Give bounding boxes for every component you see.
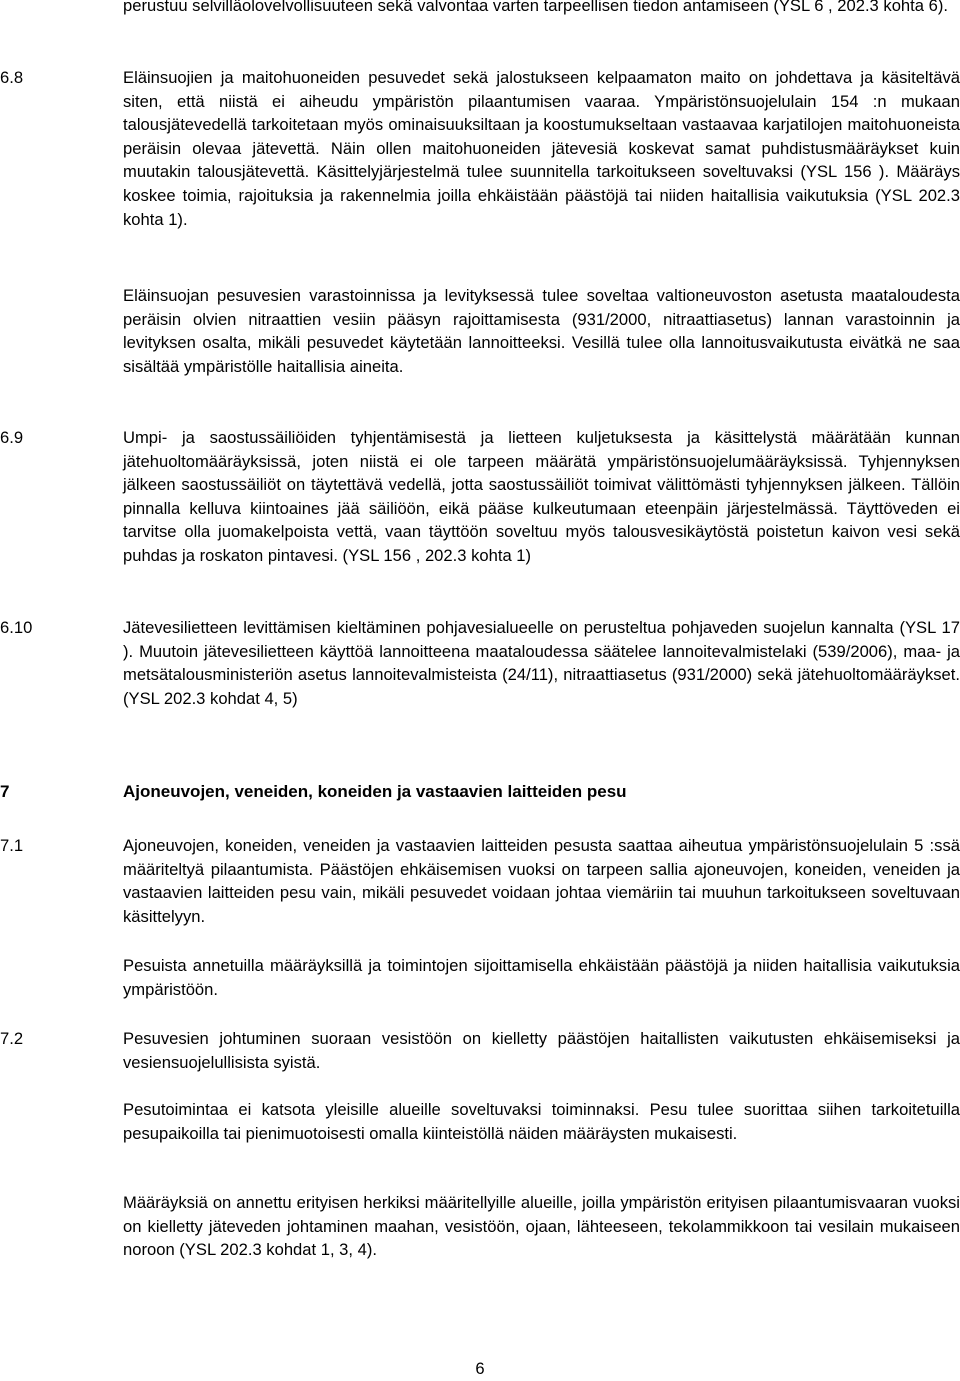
section-7-2: [0, 1027, 960, 1074]
section-number: 7.1: [0, 836, 24, 855]
paragraph-washing-sites: [0, 1098, 960, 1145]
section-6-9: [0, 426, 960, 568]
paragraph-continuation: [0, 0, 960, 18]
paragraph-text: perustuu selvilläolovelvollisuuteen sekä valvontaa varten tarpeellisen tiedon antamiseen (YSL 6 , 202.3 kohta 6).: [123, 0, 948, 15]
paragraph-text: Pesuista annetuilla määräyksillä ja toimintojen sijoittamisella ehkäistään päästöjä ja niiden haitallisia vaikutuksia ympäristöön.: [123, 956, 960, 999]
section-6-10: [0, 616, 960, 710]
page-number: 6: [475, 1359, 485, 1378]
paragraph-text: Umpi- ja saostussäiliöiden tyhjentämisestä ja lietteen kuljetuksesta ja käsittelystä määrätään kunnan jätehuoltomääräyksissä, joten niistä ei ole tarpeen määrätä ympäristönsuojelumääräyksissä. Tyhjennyksen jälkeen saostussäiliöt on täytettävä vedellä, jotta saostussäiliöt toimivat välittömästi tyhjennyksen jälkeen. Tällöin pinnalla kelluva kiintoaines jää säiliöön, eikä pääse kulkeutumaan eteenpäin järjestelmässä. Täyttöveden ei tarvitse olla juomakelpoista vettä, vaan täyttöön soveltuu myös talousvesikäytöstä poistetun kaivon vesi sekä puhdas ja roskaton pintavesi. (YSL 156 , 202.3 kohta 1): [123, 428, 960, 565]
section-6-8: [0, 66, 960, 231]
paragraph-text: Ajoneuvojen, koneiden, veneiden ja vastaavien laitteiden pesusta saattaa aiheutua ympäristönsuojelulain 5 :ssä määriteltyä pilaantumista. Päästöjen ehkäisemisen vuoksi on tarpeen sallia ajoneuvojen, koneiden, veneiden ja vastaavien laitteiden pesu vain, mikäli pesuvedet voidaan johtaa viemäriin tai muuhun tarkoitukseen soveltuvaan käsittelyyn.: [123, 836, 960, 926]
paragraph-text: Pesuvesien johtuminen suoraan vesistöön on kielletty päästöjen haitallisten vaikutusten ehkäisemiseksi ja vesiensuojelullisista syistä.: [123, 1029, 960, 1072]
section-number: 6.10: [0, 618, 33, 637]
paragraph-nitrate: [0, 284, 960, 378]
paragraph-text: Määräyksiä on annettu erityisen herkiksi määritellyille alueille, joilla ympäristön erityisen pilaantumisvaaran vuoksi on kielletty jäteveden johtaminen maahan, vesistöön, ojaan, lähteeseen, tekolammikkoon tai vesilain mukaiseen noroon (YSL 202.3 kohdat 1, 3, 4).: [123, 1193, 960, 1260]
section-number: 7.2: [0, 1029, 24, 1048]
section-7-1: [0, 834, 960, 928]
paragraph-text: Eläinsuojien ja maitohuoneiden pesuvedet sekä jalostukseen kelpaamaton maito on johdettava ja käsiteltävä siten, että niistä ei aiheudu ympäristön pilaantumisen vaaraa. Ympäristönsuojelulain 154 :n mukaan talousjätevedellä tarkoitetaan myös ominaisuuksiltaan ja koostumukseltaan vastaavaa karjatilojen maitohuoneista peräisin olevaa jätevettä. Näin ollen maitohuoneiden jätevesiä koskevat samat puhdistusmääräykset kuin muutakin talousjätevettä. Käsittelyjärjestelmä tulee suunnitella tarkoitukseen soveltuvaksi (YSL 156 ). Määräys koskee toimia, rajoituksia ja rakennelmia joilla ehkäistään päästöjä tai niiden haitallisia vaikutuksia (YSL 202.3 kohta 1).: [123, 68, 960, 229]
section-number: 6.8: [0, 68, 24, 87]
paragraph-text: Eläinsuojan pesuvesien varastoinnissa ja levityksessä tulee soveltaa valtioneuvoston asetusta maataloudesta peräisin olvien nitraattien vesiin pääsyn rajoittamisesta (931/2000, nitraattiasetus) lannan varastoinnin ja levityksen osalta, mikäli pesuvedet käytetään lannoitteeksi. Vesillä tulee olla lannoitusvaikutusta eivätkä ne saa sisältää ympäristölle haitallisia aineita.: [123, 286, 960, 376]
section-number: 6.9: [0, 428, 24, 447]
paragraph-sensitive-areas: [0, 1191, 960, 1262]
paragraph-text: Jätevesilietteen levittämisen kieltäminen pohjavesialueelle on perusteltua pohjaveden suojelun kannalta (YSL 17 ). Muutoin jätevesilietteen käyttöä lannoitteena maataloudessa säätelee lannoitevalmistelaki (539/2006), maa- ja metsätalousministeriön asetus lannoitevalmisteista (24/11), nitraattiasetus (931/2000) sekä jätehuoltomääräykset. (YSL 202.3 kohdat 4, 5): [123, 618, 960, 708]
heading-text: Ajoneuvojen, veneiden, koneiden ja vastaavien laitteiden pesu: [123, 782, 627, 801]
paragraph-prevention: [0, 954, 960, 1001]
section-number: 7: [0, 782, 10, 801]
section-7-heading: [0, 780, 960, 804]
paragraph-text: Pesutoimintaa ei katsota yleisille alueille soveltuvaksi toiminnaksi. Pesu tulee suorittaa siihen tarkoitetuilla pesupaikoilla tai pienimuotoisesti omalla kiinteistöllä näiden määräysten mukaisesti.: [123, 1100, 960, 1143]
